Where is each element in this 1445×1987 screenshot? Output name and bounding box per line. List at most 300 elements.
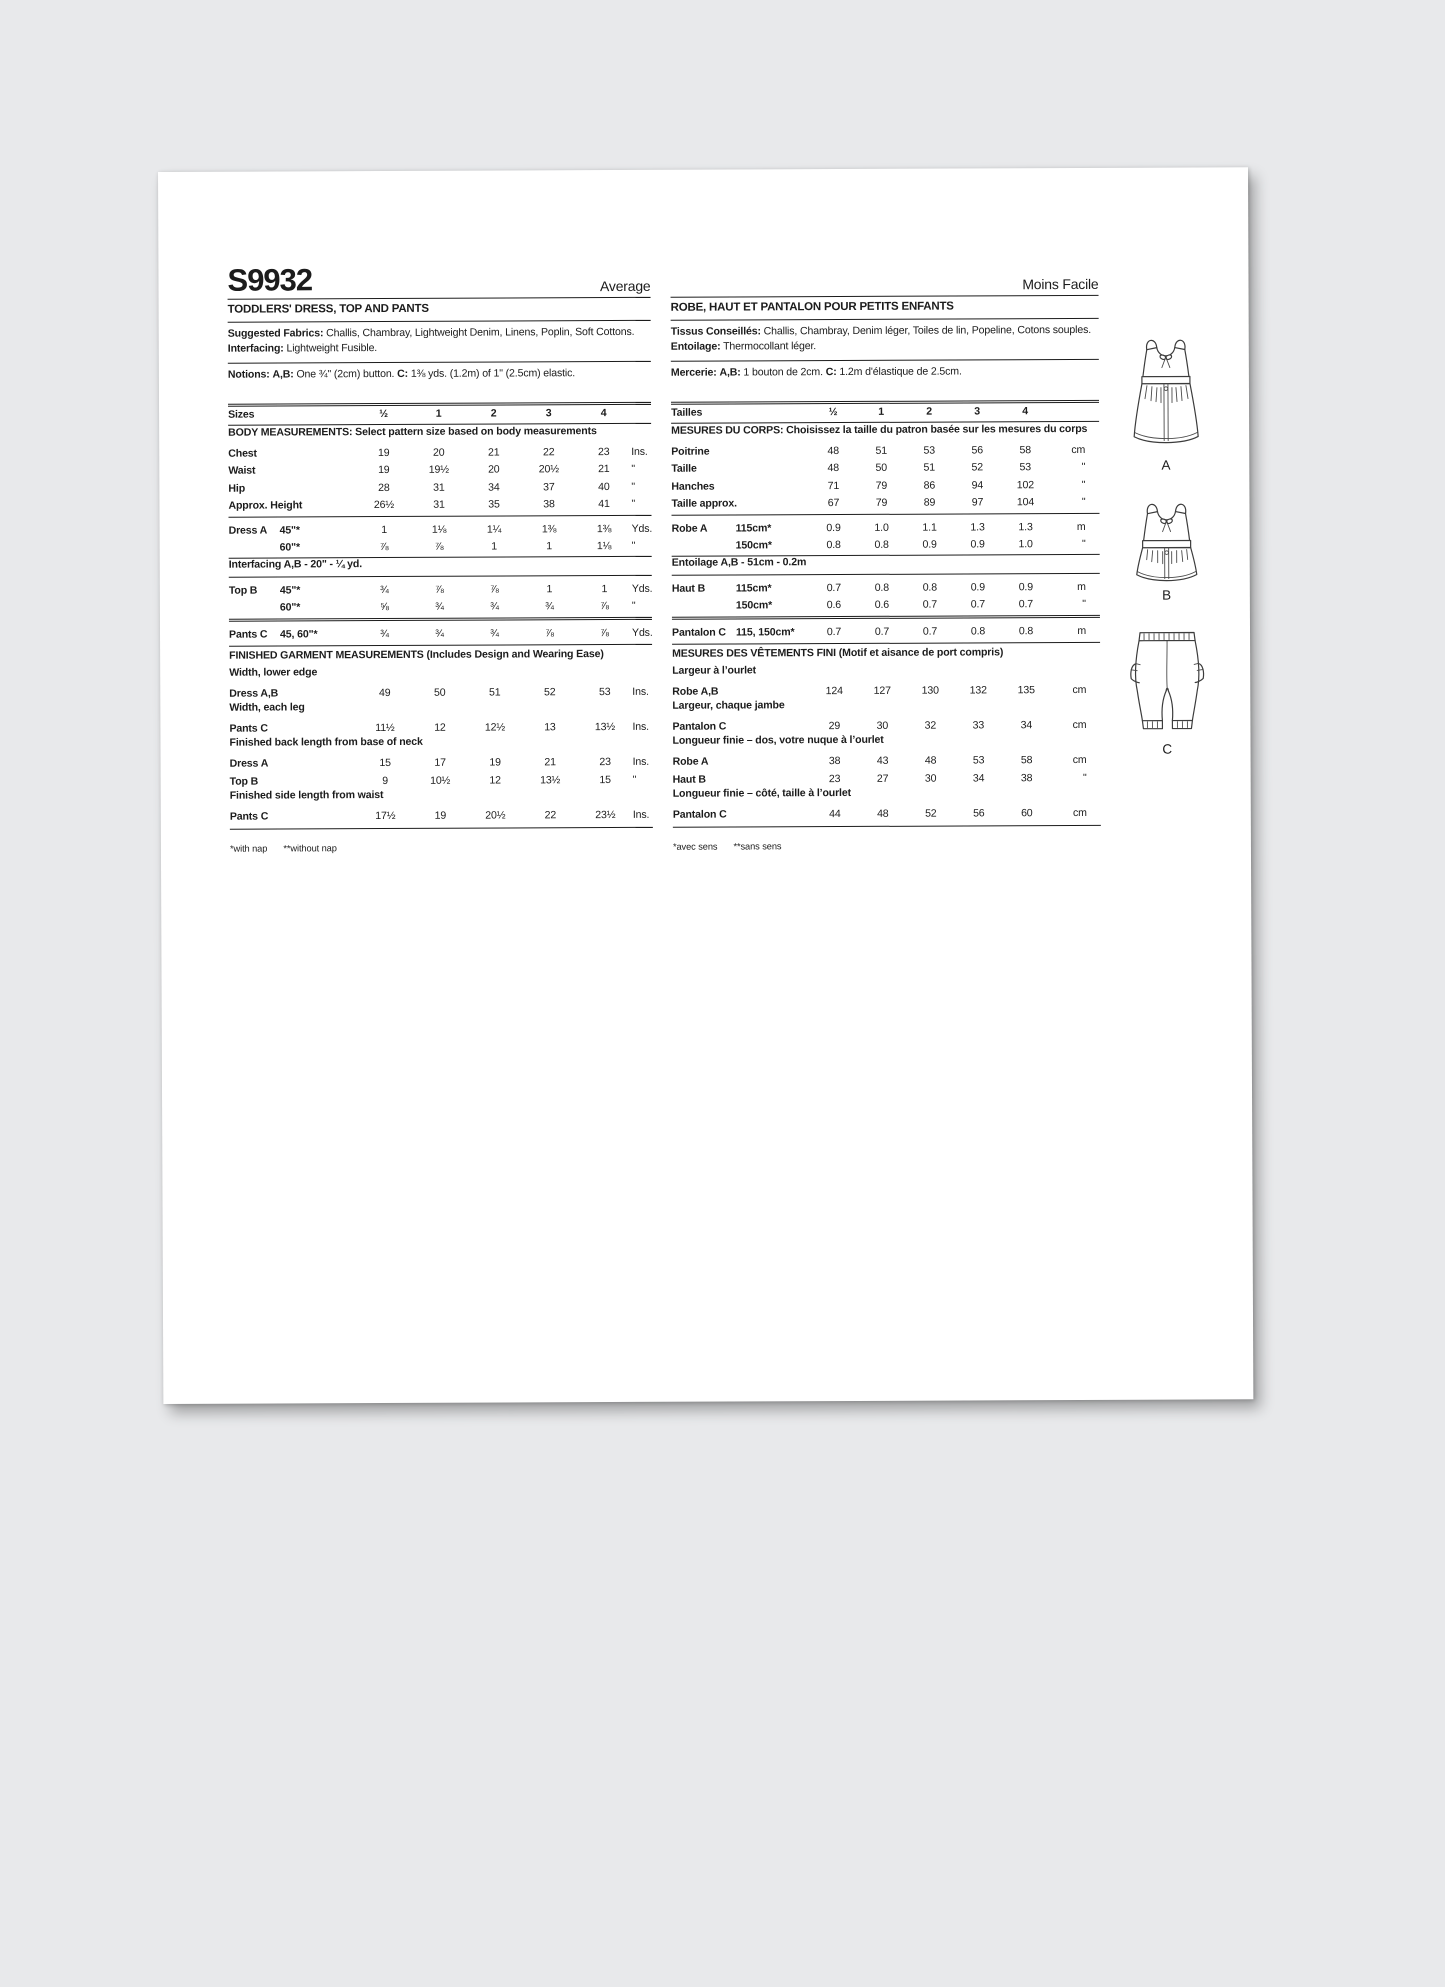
size-value-2: 20½ [485,808,506,822]
table-row-section [672,644,1100,663]
row-sublabel: 60"* [279,541,301,554]
size-value-0: 124 [825,685,843,698]
section-label: Largeur à l’ourlet [672,664,757,677]
text-segment: Challis, Chambray, Denim léger, Toiles de lin, Popeline, Cotons souples. [760,323,1092,338]
size-value-0: 49 [378,686,391,700]
table-row-data [673,767,1101,786]
size-value-4: 1⅜ [596,522,612,535]
size-value-0: 44 [829,807,841,820]
size-value-0: ½ [828,405,838,418]
size-value-1: ¾ [435,600,444,613]
size-value-0: 1 [381,523,387,536]
table-row-section [671,421,1099,440]
row-sublabel: 60"* [279,601,301,614]
table-row-data [671,456,1099,475]
table-row-section [230,786,653,805]
row-label: Pantalon C [671,626,726,639]
unit-cell: Ins. [632,808,650,821]
unit-cell: Ins. [632,685,649,698]
row-label: Taille [671,462,697,475]
pattern-envelope-back-page [158,167,1253,1404]
size-value-0: 67 [827,497,840,510]
text-segment: One ¾" (2cm) button. [293,367,398,381]
row-sublabel: 115, 150cm* [735,625,795,638]
size-value-2: 53 [923,444,935,457]
table-row-data [672,516,1100,535]
size-value-0: 26½ [373,498,395,512]
size-value-4: 21 [598,463,610,476]
size-value-2: 1.1 [922,521,937,534]
size-value-3: 22 [544,808,557,821]
text-segment: C: [825,366,837,379]
size-value-0: 0.6 [826,599,842,612]
size-value-4: 4 [1022,404,1028,417]
size-value-0: ½ [379,407,388,420]
size-value-2: 0.7 [922,625,938,638]
table-row-data [673,802,1101,821]
row-label: Tailles [671,406,703,419]
table-row-section [672,697,1100,716]
row-label: Top B [228,584,258,597]
size-value-1: 31 [433,498,445,511]
table-row-data [672,714,1100,733]
size-value-3: 21 [544,756,556,769]
size-value-3: 0.9 [970,580,985,593]
size-value-1: 0.7 [874,625,890,638]
size-value-1: 51 [875,444,887,457]
size-value-2: 51 [923,461,936,474]
table-row-section [229,646,652,665]
size-value-4: 0.9 [1018,580,1033,593]
size-value-0: 28 [378,481,390,494]
size-value-3: 13½ [540,773,561,786]
size-value-4: 0.7 [1018,598,1034,611]
size-value-0: 11½ [375,721,395,735]
size-value-0: 23 [828,772,841,785]
size-value-3: 0.7 [970,598,986,611]
garment-title-fr: ROBE, HAUT ET PANTALON POUR PETITS ENFANTS [670,300,954,314]
size-value-1: 50 [433,686,446,699]
size-value-2: 1 [491,540,498,553]
size-value-2: 21 [487,446,500,459]
row-label: Haut B [672,773,706,786]
section-label: Width, each leg [229,701,305,714]
masthead-en [227,258,650,296]
size-value-4: 40 [598,480,610,493]
size-value-3: 3 [974,404,980,417]
unit-cell: m [1076,520,1086,533]
size-value-3: 53 [972,754,985,767]
size-value-2: 0.8 [922,581,937,594]
size-value-2: 12 [489,774,501,787]
size-value-2: 35 [488,498,500,511]
size-value-2: 32 [924,719,937,732]
size-value-1: 30 [876,719,889,732]
text-segment: 1.2m d'élastique de 2.5cm. [836,365,962,379]
size-value-4: 60 [1021,806,1033,819]
size-value-4: 104 [1016,496,1035,509]
row-sublabel: 115cm* [735,581,772,594]
table-row-band [229,556,652,578]
size-value-1: 0.6 [874,598,890,611]
size-value-0: 38 [828,755,841,768]
unit-cell: cm [1071,443,1086,456]
size-value-3: 1.3 [970,520,985,533]
size-value-2: 19 [489,756,501,769]
unit-cell: Ins. [632,720,649,733]
size-value-1: ⅞ [434,540,444,553]
unit-cell: " [631,539,636,552]
table-row-band [672,554,1100,576]
text-segment: 1⅜ yds. (1.2m) of 1" (2.5cm) elastic. [408,367,576,380]
table-row-endrule [230,826,653,829]
unit-cell: " [1081,478,1086,491]
table-row-data [230,751,653,770]
size-value-4: 1⅛ [596,540,612,553]
size-value-0: 0.9 [826,521,841,534]
row-sublabel: 45"* [279,583,301,596]
masthead-fr [670,256,1098,294]
size-value-1: 1.0 [874,521,889,534]
garment-views [1123,332,1211,756]
table-row-data [671,474,1099,493]
size-value-1: 79 [875,479,888,492]
unit-cell: m [1077,624,1087,637]
size-yardage-table-en [228,401,653,829]
table-row-section [228,423,651,442]
size-value-4: 23 [597,445,610,458]
size-value-3: 13 [544,721,556,734]
unit-cell: " [1081,460,1086,473]
unit-cell: " [632,773,637,786]
unit-cell: m [1077,580,1086,593]
size-value-2: 1¼ [486,523,502,536]
row-label: Pantalon C [672,808,727,821]
text-segment: Mercerie: [670,366,717,379]
row-sublabel: 150cm* [735,599,773,612]
size-value-3: 20½ [538,463,559,476]
row-label: Hanches [671,480,715,493]
notions-en [228,362,651,386]
text-segment: Suggested Fabrics: [227,327,324,340]
size-value-0: 0.8 [826,539,841,552]
size-value-2: 130 [921,684,939,697]
top-b-line-art [1127,496,1205,584]
size-value-0: 19 [378,463,390,477]
column-english [227,258,653,853]
size-value-1: 0.8 [874,581,889,594]
size-value-0: 29 [828,720,841,733]
size-value-3: 37 [543,480,555,493]
unit-cell: " [1081,495,1086,508]
size-value-1: ⅞ [434,583,444,596]
size-value-2: 0.7 [922,598,938,611]
difficulty-label-fr: Moins Facile [1022,275,1099,292]
unit-cell: cm [1072,683,1087,697]
row-sublabel: 115cm* [735,521,772,534]
suggested-fabrics-en [228,321,651,360]
pattern-number: S9932 [227,262,313,298]
text-segment: Lightweight Fusible. [283,341,378,354]
section-label: Longueur finie – côté, taille à l’ourlet [672,786,851,800]
unit-cell: " [1081,537,1086,550]
footnote-without-nap: **without nap [283,842,337,853]
row-label: Pants C [228,628,268,641]
table-row-data [229,622,652,641]
row-label: Hip [228,482,246,495]
size-value-1: 31 [433,481,445,494]
size-value-2: 2 [926,405,932,418]
row-sublabel: 45"* [279,523,300,536]
table-row-data [673,749,1101,768]
table-row-section [229,734,652,753]
size-value-2: 86 [923,479,936,492]
size-value-0: 19 [377,446,390,459]
size-value-0: ⅝ [380,600,389,614]
size-value-3: 0.8 [970,624,986,637]
size-value-3: 56 [971,443,983,456]
table-row-data [672,533,1100,552]
size-value-4: 53 [598,686,611,699]
notions-fr [671,360,1099,384]
table-row-data [229,518,652,537]
unit-cell: " [631,462,635,475]
size-value-2: 51 [488,686,501,699]
row-label: Chest [228,447,257,460]
suggested-fabrics-fr [671,319,1099,358]
size-value-2: 34 [488,481,500,494]
row-sublabel: 45, 60"* [279,627,318,640]
row-label: Dress A [228,524,268,537]
row-label: Waist [228,464,256,477]
size-value-2: 20 [488,463,500,476]
section-label: MESURES DU CORPS: Choisissez la taille du patron basée sur les mesures du corps [671,422,1088,437]
size-value-4: 1 [601,582,608,595]
table-row-section [229,699,652,718]
table-row-head [228,401,651,425]
table-row-data [672,679,1100,698]
size-value-4: 38 [1020,771,1033,784]
table-row-data [228,458,651,477]
table-row-head [671,399,1099,423]
size-value-2: ¾ [490,600,499,613]
size-value-0: 0.7 [826,581,841,594]
size-value-1: 17 [434,756,446,769]
table-row-data [672,620,1100,639]
size-value-3: 97 [971,496,984,509]
size-value-3: 38 [543,498,555,511]
text-segment: Entoilage: [670,340,721,353]
size-value-4: 1.3 [1018,520,1033,533]
size-value-1: 19 [434,809,447,822]
size-value-1: 12 [434,721,446,734]
view-dress-a [1127,332,1206,472]
footnote-sans-sens: **sans sens [733,840,782,851]
row-label: Taille approx. [671,497,737,510]
unit-cell: " [631,497,636,510]
size-value-2: 30 [924,772,937,785]
size-value-3: 132 [969,684,987,697]
size-value-3: 1 [546,540,553,553]
row-label: Robe A,B [672,685,719,698]
size-value-1: 19½ [428,463,449,476]
footnote-fr [673,839,1101,851]
row-sublabel: 150cm* [735,539,772,552]
size-value-1: 1 [435,407,442,420]
size-value-4: 102 [1016,478,1035,491]
table-row-rule2 [672,615,1100,620]
size-value-1: 43 [876,754,889,767]
size-value-2: 48 [924,754,937,767]
text-segment: Challis, Chambray, Lightweight Denim, Linens, Poplin, Soft Cottons. [323,325,635,340]
size-value-0: ¾ [379,583,389,596]
row-label: Pantalon C [672,720,727,733]
row-label: Haut B [671,582,706,595]
size-value-3: 52 [971,461,984,474]
size-value-2: ¾ [490,627,499,640]
row-label: Pants C [229,810,269,823]
view-letter-c: C [1162,741,1173,757]
unit-cell: cm [1072,806,1087,819]
table-row-data [229,716,652,735]
row-label: Robe A [672,755,709,768]
section-label: Longueur finie – dos, votre nuque à l’ourlet [672,733,884,747]
text-segment: A,B: [719,366,741,379]
size-value-1: 127 [873,684,891,697]
table-row-section [229,664,652,683]
table-row-data [229,681,652,700]
unit-cell: " [1082,771,1087,784]
size-value-0: 48 [827,462,840,475]
table-row-data [671,439,1099,458]
table-row-section [672,662,1100,681]
unit-cell: cm [1072,753,1087,767]
size-value-3: 1 [546,582,553,595]
size-value-1: 48 [877,807,889,820]
table-row-data [672,593,1100,612]
footnote-with-nap: *with nap [229,843,268,854]
section-label: FINISHED GARMENT MEASUREMENTS (Includes Design and Wearing Ease) [229,647,604,662]
footnote-avec-sens: *avec sens [672,841,718,852]
size-value-1: 10½ [430,774,451,787]
size-value-3: 22 [542,445,555,458]
size-value-0: 0.7 [826,625,842,638]
size-value-4: 58 [1019,443,1031,456]
size-value-0: 15 [379,756,391,770]
table-row-data [229,595,652,614]
difficulty-label-en: Average [599,277,651,294]
section-label: MESURES DES VÊTEMENTS FINI (Motif et aisance de port compris) [672,645,1004,660]
size-value-4: ⅞ [600,626,609,639]
size-value-3: 56 [973,806,985,819]
unit-cell: " [631,599,636,612]
unit-cell: " [1082,597,1086,610]
size-value-4: 23 [599,756,611,769]
table-row-section [672,732,1100,751]
size-value-3: 94 [971,478,984,491]
size-value-4: 34 [1020,719,1033,732]
section-label: Width, lower edge [229,666,318,679]
table-row-data [671,491,1099,510]
table-row-section [673,784,1101,803]
view-pants-c [1126,626,1209,756]
text-segment: 1 bouton de 2cm. [740,366,826,379]
unit-cell: cm [1072,718,1087,732]
table-row-data [672,576,1100,595]
section-label: BODY MEASUREMENTS: Select pattern size based on body measurements [228,424,597,439]
view-letter-a: A [1161,457,1172,473]
size-value-0: ¾ [380,627,389,640]
text-segment: Tissus Conseillés: [670,325,761,338]
size-value-1: 50 [875,461,888,474]
text-segment: C: [397,367,409,380]
size-value-4: 41 [598,498,610,511]
size-value-2: 12½ [484,721,506,734]
row-label: Robe A [671,522,708,535]
row-label: Sizes [228,408,255,421]
size-value-3: ¾ [545,600,554,613]
size-value-4: 15 [599,773,611,786]
unit-cell: Yds. [631,522,653,535]
size-value-4: 0.8 [1018,624,1034,637]
size-value-1: ¾ [435,627,444,640]
size-value-4: 53 [1019,461,1032,474]
table-row-data [230,804,653,823]
size-value-4: 135 [1017,684,1035,697]
pants-c-line-art [1126,626,1208,738]
size-value-0: 9 [382,774,389,787]
size-value-3: 34 [972,771,985,784]
column-french [670,256,1101,851]
size-value-1: 1⅛ [431,523,447,536]
row-label: Approx. Height [228,499,303,512]
size-value-4: 13½ [594,721,616,734]
section-label: Interfacing A,B - 20" - ¼ yd. [228,558,363,571]
table-row-data [230,769,653,788]
text-segment: Thermocollant léger. [720,339,817,353]
size-value-3: 1⅜ [541,522,557,535]
size-value-1: 0.8 [874,538,889,551]
row-label: Dress A,B [229,687,279,700]
unit-cell: Ins. [632,755,650,768]
size-value-0: ⅞ [379,540,389,554]
table-row-endrule [673,824,1101,827]
table-row-rule2 [229,617,652,622]
table-row-data [228,441,651,460]
row-label: Pants C [229,722,268,735]
size-value-4: 4 [600,406,607,419]
table-row-data [229,578,652,597]
size-value-2: 0.9 [922,538,937,551]
size-value-4: ⅞ [600,600,609,613]
size-value-1: 27 [876,772,889,785]
table-row-data [229,535,652,554]
unit-cell: Yds. [631,626,653,639]
size-value-3: 33 [972,719,985,732]
view-letter-b: B [1162,587,1172,603]
size-value-2: ⅞ [489,583,499,596]
table-row-data [228,476,651,495]
size-value-4: 58 [1020,754,1033,767]
size-yardage-table-fr [671,399,1101,827]
size-value-4: 23½ [595,808,616,821]
dress-a-line-art [1127,332,1206,454]
size-value-1: 20 [432,446,445,459]
size-value-2: 2 [490,407,497,420]
size-value-2: 52 [925,807,937,820]
size-value-3: 3 [545,406,552,419]
size-value-2: 89 [923,496,936,509]
